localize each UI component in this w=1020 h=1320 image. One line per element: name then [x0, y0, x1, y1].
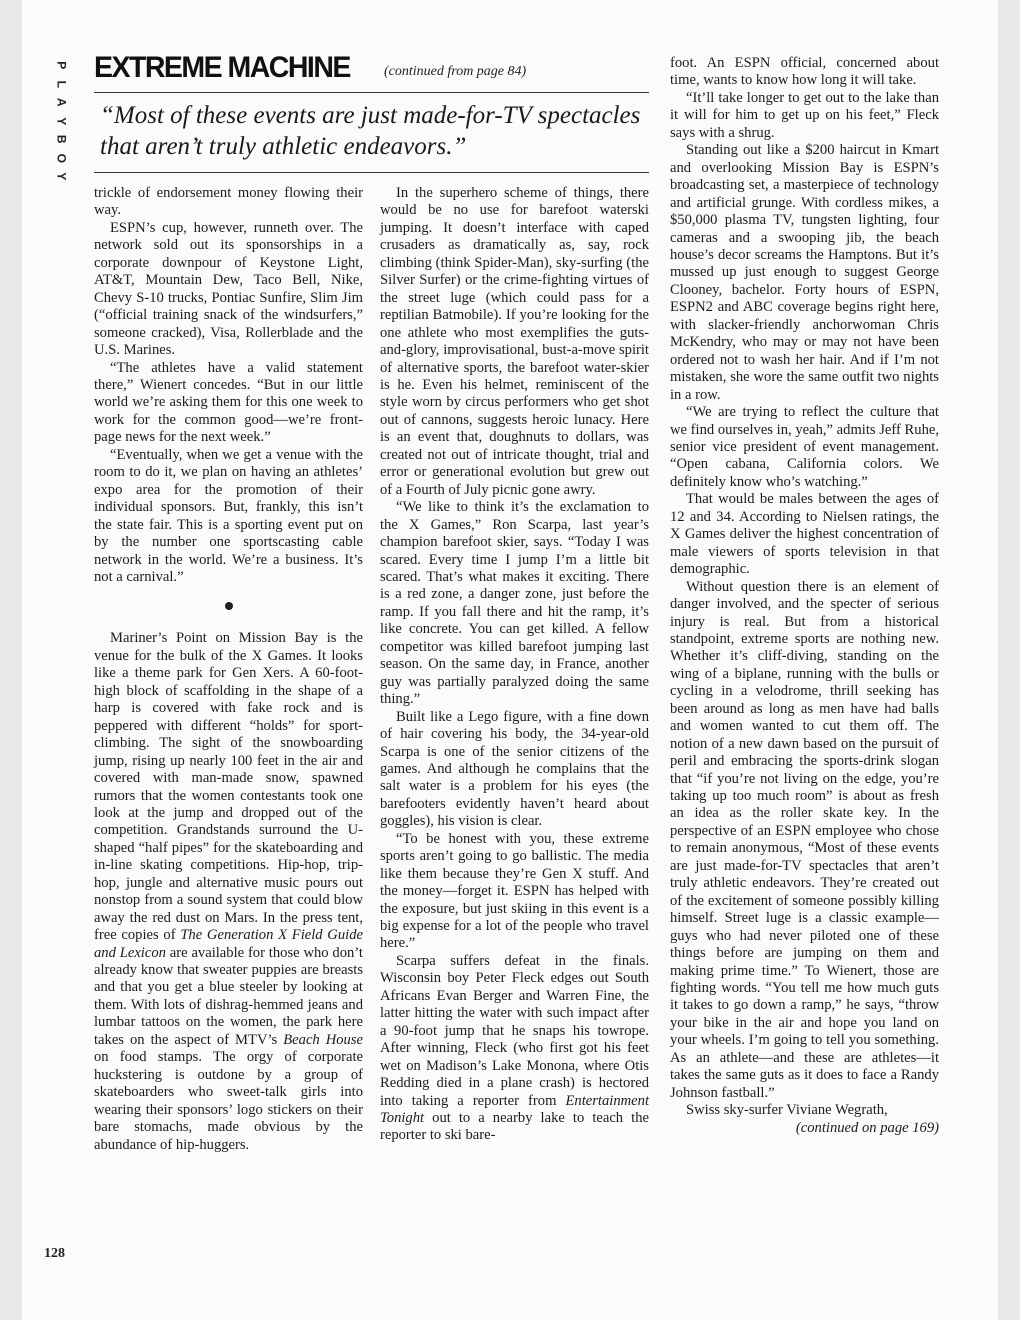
section-break-bullet: [225, 602, 233, 610]
paragraph: “To be honest with you, these extreme sports aren’t going to go ballistic. The media like them because they’re Gen X stuff. And the money—forget it. ESPN has helped with the exposure, but just skiing in this event is a big expense for a lot of the people who travel here.”: [380, 830, 649, 952]
paragraph: That would be males between the ages of 12 and 34. According to Nielsen ratings, the X Games deliver the highest concentration of male viewers of sports television in that demographic.: [670, 491, 939, 578]
article-title: EXTREME MACHINE: [94, 51, 350, 84]
spine-letter: P: [54, 61, 69, 70]
paragraph: In the superhero scheme of things, there would be no use for barefoot waterski jumping. It doesn’t interface with caped crusaders as dramatically as, say, rock climbing (think Spider-Man), sky-surfing (the Silver Surfer) or the crime-fighting virtues of the street luge (which could pass for a reptilian Batmobile). If you’re looking for the one athlete who most exemplifies the guts-and-glory, improvisational, bust-a-move spirit of alternative sports, the barefoot water-skier is he. Even his helmet, reminiscent of the style worn by circus performers who get shot out of cannons, suggests heroic lunacy. Here is an event that, doughnuts to dollars, was created not out of intricate thought, trial and error or generational evolution but grew out of a Fourth of July picnic gone awry.: [380, 185, 649, 498]
header-divider: [94, 92, 649, 93]
spine-letter: O: [54, 153, 69, 163]
page-number: 128: [44, 1246, 65, 1261]
continued-to-note: (continued on page 169): [795, 1119, 939, 1136]
paragraph: “Eventually, when we get a venue with the room to do it, we plan on having an athletes’ expo area for the promotion of their individual sponsors. But, frankly, this isn’t the state fair. This is a sporting event put on by the number one sportscasting cable network in the world. We’re a business. It’s not a carnival.”: [94, 446, 363, 585]
paragraph: Scarpa suffers defeat in the finals. Wisconsin boy Peter Fleck edges out South Africans Evan Berger and Warren Fine, the latter hitting the water with such impact after a 90-foot jump that he snaps his towrope. After winning, Fleck (who first got his feet wet on Madison’s Lake Monona, where Otis Redding died in a plane crash) is hectored into taking a reporter from Entertainment Tonight out to a nearby lake to teach the reporter to ski bare-: [380, 952, 649, 1144]
paragraph: Built like a Lego figure, with a fine down of hair covering his body, the 34-year-old Scarpa is one of the senior citizens of the games. And although he complains that the salt water is a problem for his eyes (the barefooters evidently haven’t heard about goggles), his vision is clear.: [380, 708, 649, 830]
magazine-page: [22, 0, 998, 1320]
paragraph: foot. An ESPN official, concerned about time, wants to know how long it will take.: [670, 55, 939, 89]
paragraph: Without question there is an element of danger involved, and the specter of serious injury is real. But from a historical standpoint, extreme sports are nothing new. Whether it’s cliff-diving, standing on the wing of a biplane, running with the bulls or cycling in a velodrome, thrill seeking has been around as long as men have had balls and women wanted to cut them off. The notion of a new dawn based on the pursuit of peril and embracing the sports-drink slogan that “if you’re not living on the edge, you’re taking up too much room” is about as fresh an idea as the roller skate key. In the perspective of an ESPN employee who chose to remain anonymous, “Most of these events are just made-for-TV spectacles that aren’t truly athletic endeavors. They’re created out of the excitement of someone possibly killing himself. Street luge is a classic example—guys who had never piloted one of these things before are jumping on them and making prime time.” To Wienert, those are fighting words. “You tell me how much guts it takes to go down a ramp,” he says, “throw your bike in the air and hope you land on your wheels. I’m going to tell you something. As an athlete—and these are athletes—it takes the same guts as it does to face a Randy Johnson fastball.”: [670, 578, 939, 1101]
spine-letter: B: [54, 134, 69, 144]
paragraph: Standing out like a $200 haircut in Kmart and overlooking Mission Bay is ESPN’s broadcasting set, a masterpiece of technology and artificial grunge. With cordless mikes, a $50,000 plasma TV, tungsten lighting, four cameras and a swooping jib, the beach house’s decor screams the Hamptons. But it’s mussed up just enough to suggest George Clooney, bachelor. Forty hours of ESPN, ESPN2 and ABC coverage begins right here, with slacker-friendly anchorwoman Chris McKendry, who may or may not have been ordered not to wash her hair. And if I’m not mistaken, she wore the same outfit two nights in a row.: [670, 142, 939, 403]
paragraph: “It’ll take longer to get out to the lake than it will for him to get up on his feet,” Fleck says with a shrug.: [670, 89, 939, 141]
paragraph: “We are trying to reflect the culture that we find ourselves in, yeah,” admits Jeff Ruhe, senior vice president of event management. “Open cabana, California colors. We definitely know who’s watching.”: [670, 404, 939, 490]
spine-letter: L: [54, 80, 69, 88]
pull-quote: “Most of these events are just made-for-TV spectacles that aren’t truly athletic endeavors.”: [100, 102, 641, 160]
article-column-1: [94, 185, 363, 1154]
pull-quote-divider: [94, 172, 649, 173]
article-header: [94, 50, 664, 86]
paragraph: trickle of endorsement money flowing their way.: [94, 185, 363, 219]
spine-letter: Y: [54, 172, 69, 181]
paragraph: Swiss sky-surfer Viviane Wegrath,: [686, 1102, 888, 1119]
continued-from-note: (continued from page 84): [384, 64, 527, 79]
paragraph: ESPN’s cup, however, runneth over. The network sold out its sponsorships in a corporate downpour of Keystone Light, AT&T, Mountain Dew, Taco Bell, Nike, Chevy S-10 trucks, Pontiac Sunfire, Slim Jim (“official training snack of the windsurfers,” someone cracked), Visa, Rollerblade and the U.S. Marines.: [94, 219, 363, 359]
paragraph: Mariner’s Point on Mission Bay is the venue for the bulk of the X Games. It looks like a theme park for Gen Xers. A 60-foot-high block of scaffolding in the shape of a harp is covered with fake rock and is peppered with different “holds” for sport-climbing. The sight of the snowboarding jump, rising up nearly 100 feet in the air and covered with man-made snow, spawned rumors that the women contestants took one look at the jump and dropped out of the competition. Grandstands surround the U-shaped “half pipes” for the skateboarding and in-line skating competitions. Hip-hop, trip-hop, jungle and alternative music pours out nonstop from a sound system that could blow away the red dust on Mars. In the press tent, free copies of The Generation X Field Guide and Lexicon are available for those who don’t already know that sweater puppies are breasts and that you get a blue steeler by looking at them. With lots of dishrag-hemmed jeans and lumbar tattoos on the women, the park here takes on the aspect of MTV’s Beach House on food stamps. The orgy of corporate huckstering is outdone by a group of skateboarders who sweet-talk girls into wearing their sponsors’ logo stickers on their bare stomachs, made obvious by the abundance of hip-huggers.: [94, 630, 364, 1153]
article-column-2: [380, 185, 649, 1145]
article-column-3: [670, 55, 939, 1137]
spine-letter: A: [54, 97, 69, 107]
spine-letter: Y: [54, 116, 69, 125]
magazine-spine-label: [50, 56, 72, 186]
paragraph: “The athletes have a valid statement there,” Wienert concedes. “But in our little world we’re asking them for this one week to work for the common good—we’re front-page news for the next week.”: [94, 359, 363, 446]
paragraph: “We like to think it’s the exclamation to the X Games,” Ron Scarpa, last year’s champion barefoot skier, says. “Today I was scared. Every time I jump I’m a little bit scared. That’s what makes it exciting. There is a red zone, a danger zone, just before the ramp. If you fall there and hit the ramp, it’s like concrete. You can get killed. A fellow competitor was killed barefoot jumping last season. On the same day, in France, another guy was partially paralyzed doing the same thing.”: [380, 499, 649, 708]
